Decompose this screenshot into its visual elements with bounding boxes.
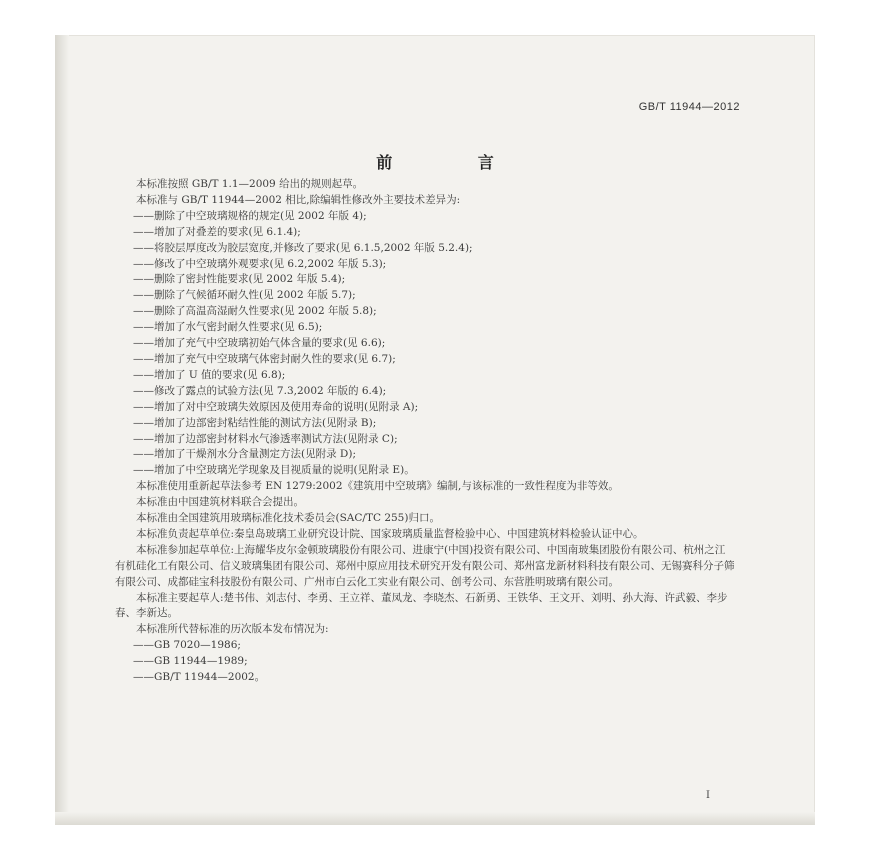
list-item: ——增加了对叠差的要求(见 6.1.4); — [133, 225, 301, 238]
paragraph: 本标准主要起草人:楚书伟、刘志付、李勇、王立祥、董凤龙、李晓杰、石新勇、王铁华、王文开、刘明、孙大海、许武毅、李步春、李新达。 — [115, 591, 728, 620]
paragraph: 本标准按照 GB/T 1.1—2009 给出的规则起草。 — [136, 178, 364, 190]
foreword-body — [115, 177, 735, 686]
list-item: ——删除了高温高湿耐久性要求(见 2002 年版 5.8); — [133, 305, 377, 318]
paragraph: 本标准参加起草单位:上海耀华皮尔金顿玻璃股份有限公司、进康宁(中国)投资有限公司、中国南玻集团股份有限公司、杭州之江有机硅化工有限公司、信义玻璃集团有限公司、郑州中原应用技术研究开发有限公司、郑州富龙新材料科技有限公司、无锡赛科分子筛有限公司、成都硅宝科技股份有限公司、广州市白云化工实业有限公司、创考公司、东营胜明玻璃有限公司。 — [115, 543, 735, 588]
paragraph: 本标准负责起草单位:秦皇岛玻璃工业研究设计院、国家玻璃质量监督检验中心、中国建筑材料检验认证中心。 — [136, 527, 644, 540]
list-item: ——删除了中空玻璃规格的规定(见 2002 年版 4); — [133, 209, 367, 222]
list-item: ——修改了露点的试验方法(见 7.3,2002 年版的 6.4); — [133, 384, 387, 397]
page-number: I — [706, 790, 710, 801]
list-item: ——增加了充气中空玻璃初始气体含量的要求(见 6.6); — [133, 337, 386, 350]
list-item: ——增加了中空玻璃光学现象及目视质量的说明(见附录 E)。 — [133, 464, 415, 477]
list-item: ——增加了水气密封耐久性要求(见 6.5); — [133, 321, 323, 334]
paragraph: 本标准由中国建筑材料联合会提出。 — [136, 496, 304, 509]
standard-code: GB/T 11944—2012 — [638, 101, 740, 113]
paragraph: 本标准使用重新起草法参考 EN 1279:2002《建筑用中空玻璃》编制,与该标准的一致性程度为非等效。 — [136, 480, 619, 493]
list-item: ——增加了对中空玻璃失效原因及使用寿命的说明(见附录 A); — [133, 400, 419, 413]
list-item: ——增加了充气中空玻璃气体密封耐久性的要求(见 6.7); — [133, 352, 396, 365]
list-item: ——增加了 U 值的要求(见 6.8); — [133, 368, 286, 381]
list-item: ——GB/T 11944—2002。 — [133, 671, 266, 684]
paragraph: 本标准所代替标准的历次版本发布情况为: — [136, 623, 329, 636]
list-item: ——GB 7020—1986; — [133, 639, 241, 652]
paragraph: 本标准与 GB/T 11944—2002 相比,除编辑性修改外主要技术差异为: — [136, 193, 461, 206]
list-item: ——将胶层厚度改为胶层宽度,并修改了要求(见 6.1.5,2002 年版 5.2.4); — [133, 241, 473, 254]
list-item: ——删除了密封性能要求(见 2002 年版 5.4); — [133, 273, 346, 286]
list-item: ——增加了边部密封粘结性能的测试方法(见附录 B); — [133, 416, 377, 429]
list-item: ——删除了气候循环耐久性(见 2002 年版 5.7); — [133, 289, 356, 302]
scan-shadow-bottom — [55, 812, 815, 825]
paragraph: 本标准由全国建筑用玻璃标准化技术委员会(SAC/TC 255)归口。 — [136, 512, 440, 525]
list-item: ——增加了干燥剂水分含量测定方法(见附录 D); — [133, 448, 356, 461]
list-item: ——增加了边部密封材料水气渗透率测试方法(见附录 C); — [133, 432, 398, 445]
list-item: ——GB 11944—1989; — [133, 655, 248, 668]
page-title: 前 言 — [376, 153, 534, 172]
list-item: ——修改了中空玻璃外观要求(见 6.2,2002 年版 5.3); — [133, 257, 387, 270]
